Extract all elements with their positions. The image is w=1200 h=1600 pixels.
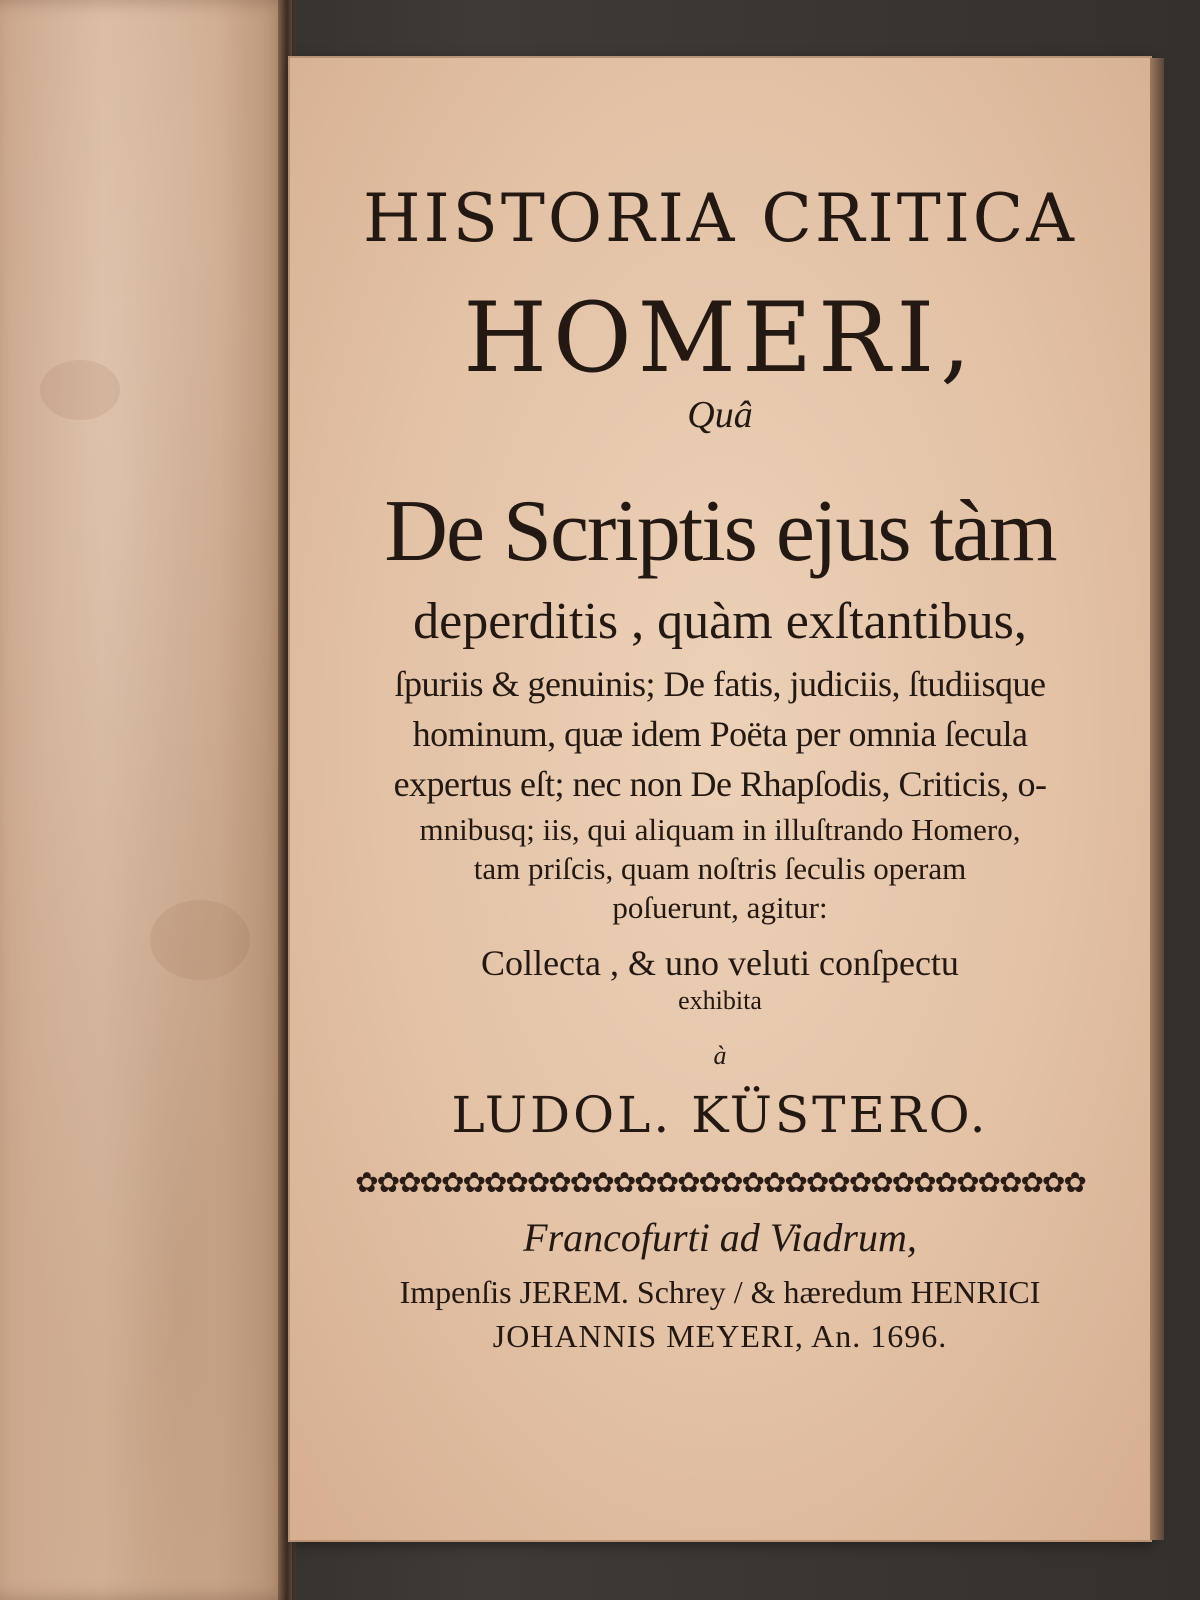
paper-stain: [150, 900, 250, 980]
exhibita-line: exhibita: [678, 986, 762, 1015]
qua-word: Quâ: [687, 394, 753, 436]
title-page: [290, 58, 1150, 1540]
printer-ornament-band: ✿✿✿✿✿✿✿✿✿✿✿✿✿✿✿✿✿✿✿✿✿✿✿✿✿✿✿✿✿✿✿✿✿✿: [355, 1166, 1085, 1199]
subtitle-line: tam priſcis, quam noſtris ſeculis operam: [473, 851, 967, 886]
left-endpaper: [0, 0, 292, 1600]
author-name: LUDOL. KÜSTERO.: [451, 1086, 989, 1144]
imprint-date: JOHANNIS MEYERI, An. 1696.: [492, 1318, 948, 1354]
a-preposition: à: [713, 1041, 727, 1070]
subtitle-line: ſpuriis & genuinis; De fatis, judiciis, ſtudiisque: [394, 664, 1046, 704]
imprint-publisher: Impenſis JEREM. Schrey / & hæredum HENRICI: [399, 1274, 1041, 1310]
subtitle-line: deperditis , quàm exſtantibus,: [413, 593, 1027, 650]
imprint-place: Francofurti ad Viadrum,: [523, 1215, 917, 1260]
paper-stain: [40, 360, 120, 420]
subtitle-line: mnibusq; iis, qui aliquam in illuſtrando Homero,: [419, 812, 1021, 847]
title-line-1: HISTORIA CRITICA: [363, 180, 1077, 257]
collecta-line: Collecta , & uno veluti conſpectu: [481, 943, 959, 983]
subtitle-line: hominum, quæ idem Poëta per omnia ſecula: [412, 714, 1028, 754]
subtitle-line: poſuerunt, agitur:: [612, 890, 828, 925]
title-line-3: De Scriptis ejus tàm: [384, 483, 1056, 580]
title-line-2: HOMERI,: [463, 282, 977, 394]
page-edge: [1150, 58, 1164, 1540]
subtitle-line: expertus eſt; nec non De Rhapſodis, Criticis, o-: [393, 764, 1047, 804]
